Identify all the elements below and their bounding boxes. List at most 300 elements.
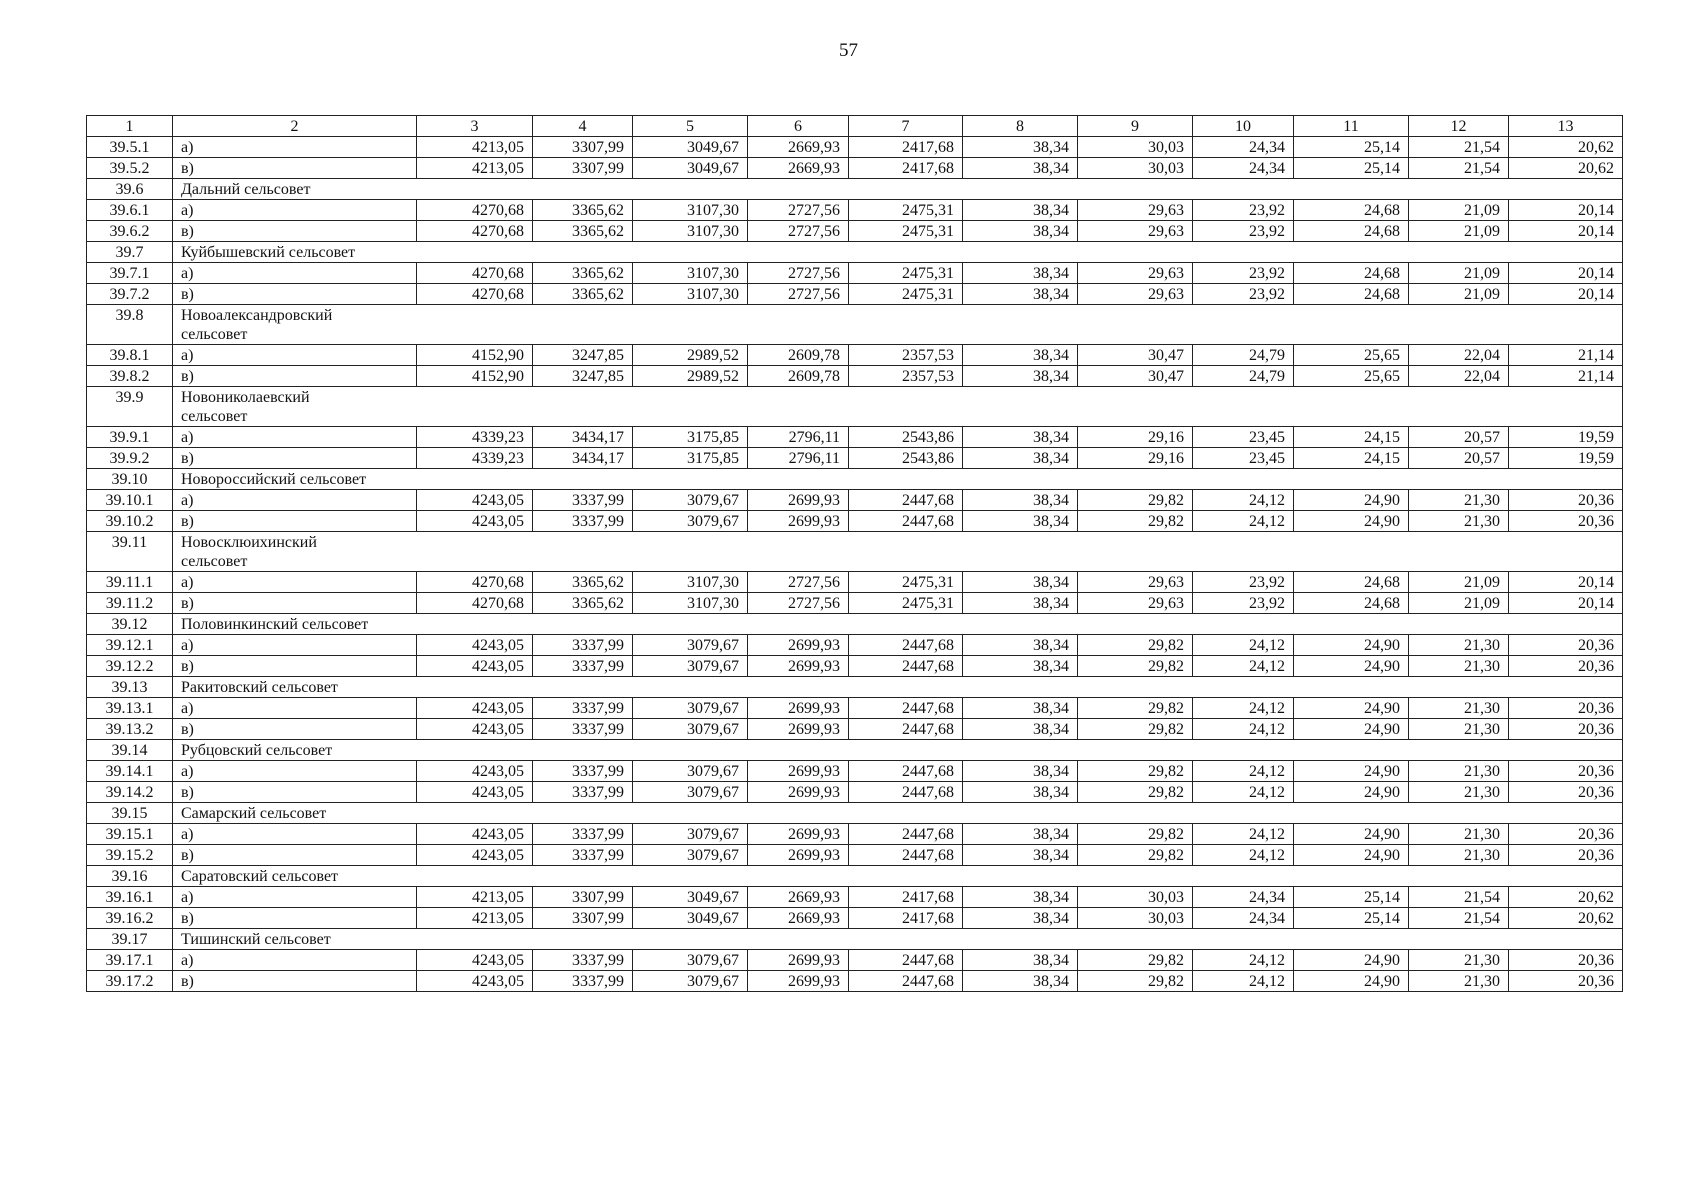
value-cell: 30,47	[1078, 366, 1193, 387]
value-cell: 3079,67	[633, 490, 748, 511]
table-row	[87, 698, 1623, 719]
row-code: 39.13.2	[87, 719, 173, 740]
column-header: 10	[1193, 116, 1294, 137]
row-code: 39.13.1	[87, 698, 173, 719]
row-label: а)	[173, 572, 417, 593]
value-cell: 2699,93	[748, 698, 849, 719]
column-header: 3	[417, 116, 533, 137]
value-cell: 3337,99	[533, 845, 633, 866]
value-cell: 20,62	[1509, 158, 1623, 179]
value-cell: 29,82	[1078, 950, 1193, 971]
value-cell: 3107,30	[633, 593, 748, 614]
value-cell: 24,68	[1294, 263, 1409, 284]
value-cell: 29,82	[1078, 698, 1193, 719]
value-cell: 21,09	[1409, 593, 1509, 614]
value-cell: 4213,05	[417, 158, 533, 179]
value-cell: 24,34	[1193, 137, 1294, 158]
value-cell: 38,34	[963, 345, 1078, 366]
table-row	[87, 761, 1623, 782]
value-cell: 3079,67	[633, 761, 748, 782]
row-code: 39.16.1	[87, 887, 173, 908]
value-cell: 2699,93	[748, 824, 849, 845]
value-cell: 4270,68	[417, 284, 533, 305]
value-cell: 20,36	[1509, 824, 1623, 845]
table-row	[87, 845, 1623, 866]
value-cell: 2447,68	[849, 971, 963, 992]
section-name-text: Новороссийский сельсовет	[181, 471, 367, 488]
row-label: в)	[173, 158, 417, 179]
value-cell: 38,34	[963, 490, 1078, 511]
value-cell: 20,14	[1509, 593, 1623, 614]
row-code: 39.14	[87, 740, 173, 761]
value-cell: 3337,99	[533, 719, 633, 740]
section-row	[87, 242, 1623, 263]
section-name-text: Тишинский сельсовет	[181, 931, 331, 948]
value-cell: 24,90	[1294, 824, 1409, 845]
value-cell: 24,15	[1294, 448, 1409, 469]
value-cell: 21,09	[1409, 284, 1509, 305]
section-name-text: Новосклюихинский сельсовет	[181, 534, 317, 570]
value-cell: 29,63	[1078, 284, 1193, 305]
value-cell: 2417,68	[849, 887, 963, 908]
value-cell: 23,45	[1193, 427, 1294, 448]
value-cell: 2727,56	[748, 263, 849, 284]
value-cell: 38,34	[963, 719, 1078, 740]
value-cell: 21,30	[1409, 824, 1509, 845]
value-cell: 4213,05	[417, 887, 533, 908]
value-cell: 24,12	[1193, 782, 1294, 803]
value-cell: 3079,67	[633, 950, 748, 971]
section-row	[87, 469, 1623, 490]
section-name-text: Ракитовский сельсовет	[181, 679, 338, 696]
value-cell: 3107,30	[633, 221, 748, 242]
value-cell: 24,90	[1294, 971, 1409, 992]
column-header: 11	[1294, 116, 1409, 137]
value-cell: 21,30	[1409, 656, 1509, 677]
value-cell: 24,34	[1193, 158, 1294, 179]
value-cell: 25,65	[1294, 345, 1409, 366]
table-row	[87, 572, 1623, 593]
value-cell: 38,34	[963, 511, 1078, 532]
value-cell: 4243,05	[417, 656, 533, 677]
table-body	[87, 116, 1623, 992]
row-code: 39.11.1	[87, 572, 173, 593]
table-row	[87, 345, 1623, 366]
section-row	[87, 677, 1623, 698]
value-cell: 20,14	[1509, 221, 1623, 242]
column-header: 2	[173, 116, 417, 137]
section-name	[173, 614, 1623, 635]
value-cell: 24,15	[1294, 427, 1409, 448]
table-row	[87, 427, 1623, 448]
value-cell: 2447,68	[849, 490, 963, 511]
value-cell: 25,14	[1294, 887, 1409, 908]
section-name-text: Новониколаевский сельсовет	[181, 389, 310, 425]
table-row	[87, 511, 1623, 532]
row-code: 39.7	[87, 242, 173, 263]
value-cell: 2475,31	[849, 593, 963, 614]
value-cell: 20,14	[1509, 200, 1623, 221]
value-cell: 2699,93	[748, 761, 849, 782]
value-cell: 2543,86	[849, 427, 963, 448]
value-cell: 29,63	[1078, 572, 1193, 593]
value-cell: 3079,67	[633, 511, 748, 532]
value-cell: 38,34	[963, 782, 1078, 803]
value-cell: 24,12	[1193, 950, 1294, 971]
table-row	[87, 221, 1623, 242]
value-cell: 2543,86	[849, 448, 963, 469]
table-row	[87, 887, 1623, 908]
value-cell: 29,16	[1078, 427, 1193, 448]
value-cell: 3365,62	[533, 572, 633, 593]
value-cell: 38,34	[963, 698, 1078, 719]
row-code: 39.6	[87, 179, 173, 200]
value-cell: 2796,11	[748, 448, 849, 469]
value-cell: 25,14	[1294, 908, 1409, 929]
value-cell: 3079,67	[633, 824, 748, 845]
value-cell: 24,68	[1294, 572, 1409, 593]
value-cell: 2699,93	[748, 719, 849, 740]
value-cell: 3079,67	[633, 845, 748, 866]
value-cell: 2417,68	[849, 137, 963, 158]
value-cell: 3049,67	[633, 908, 748, 929]
value-cell: 29,82	[1078, 761, 1193, 782]
value-cell: 3107,30	[633, 284, 748, 305]
value-cell: 38,34	[963, 656, 1078, 677]
value-cell: 38,34	[963, 950, 1078, 971]
value-cell: 29,63	[1078, 221, 1193, 242]
value-cell: 38,34	[963, 572, 1078, 593]
value-cell: 4270,68	[417, 221, 533, 242]
value-cell: 24,12	[1193, 656, 1294, 677]
value-cell: 2989,52	[633, 366, 748, 387]
value-cell: 2447,68	[849, 950, 963, 971]
value-cell: 3079,67	[633, 719, 748, 740]
value-cell: 21,30	[1409, 971, 1509, 992]
value-cell: 29,82	[1078, 845, 1193, 866]
value-cell: 22,04	[1409, 366, 1509, 387]
row-code: 39.7.1	[87, 263, 173, 284]
value-cell: 38,34	[963, 761, 1078, 782]
value-cell: 38,34	[963, 221, 1078, 242]
row-code: 39.9.2	[87, 448, 173, 469]
value-cell: 3365,62	[533, 284, 633, 305]
value-cell: 4339,23	[417, 448, 533, 469]
table-row	[87, 950, 1623, 971]
value-cell: 38,34	[963, 908, 1078, 929]
value-cell: 20,62	[1509, 137, 1623, 158]
value-cell: 29,82	[1078, 635, 1193, 656]
value-cell: 2447,68	[849, 719, 963, 740]
value-cell: 2727,56	[748, 284, 849, 305]
value-cell: 29,82	[1078, 511, 1193, 532]
value-cell: 2699,93	[748, 635, 849, 656]
section-name-text: Куйбышевский сельсовет	[181, 244, 356, 261]
row-label: в)	[173, 511, 417, 532]
section-row	[87, 740, 1623, 761]
section-name	[173, 677, 1623, 698]
value-cell: 4243,05	[417, 490, 533, 511]
row-code: 39.15	[87, 803, 173, 824]
value-cell: 24,90	[1294, 782, 1409, 803]
table-row	[87, 971, 1623, 992]
value-cell: 3307,99	[533, 137, 633, 158]
table-row	[87, 284, 1623, 305]
value-cell: 2447,68	[849, 845, 963, 866]
value-cell: 23,92	[1193, 221, 1294, 242]
column-header: 9	[1078, 116, 1193, 137]
value-cell: 2699,93	[748, 656, 849, 677]
value-cell: 21,30	[1409, 950, 1509, 971]
row-code: 39.15.2	[87, 845, 173, 866]
row-label: в)	[173, 221, 417, 242]
value-cell: 4152,90	[417, 345, 533, 366]
value-cell: 4270,68	[417, 593, 533, 614]
column-header: 1	[87, 116, 173, 137]
row-code: 39.5.1	[87, 137, 173, 158]
value-cell: 24,12	[1193, 824, 1294, 845]
value-cell: 2357,53	[849, 345, 963, 366]
value-cell: 3107,30	[633, 263, 748, 284]
value-cell: 3365,62	[533, 593, 633, 614]
value-cell: 23,92	[1193, 593, 1294, 614]
value-cell: 4243,05	[417, 698, 533, 719]
value-cell: 3247,85	[533, 366, 633, 387]
value-cell: 38,34	[963, 427, 1078, 448]
row-code: 39.16	[87, 866, 173, 887]
value-cell: 3079,67	[633, 782, 748, 803]
value-cell: 2447,68	[849, 656, 963, 677]
value-cell: 2475,31	[849, 284, 963, 305]
value-cell: 3337,99	[533, 511, 633, 532]
row-label: в)	[173, 908, 417, 929]
value-cell: 21,54	[1409, 887, 1509, 908]
section-name-text: Рубцовский сельсовет	[181, 742, 333, 759]
value-cell: 20,14	[1509, 284, 1623, 305]
value-cell: 22,04	[1409, 345, 1509, 366]
row-label: а)	[173, 761, 417, 782]
value-cell: 3365,62	[533, 200, 633, 221]
value-cell: 29,82	[1078, 719, 1193, 740]
value-cell: 4243,05	[417, 719, 533, 740]
column-header: 7	[849, 116, 963, 137]
row-code: 39.12.2	[87, 656, 173, 677]
column-header: 4	[533, 116, 633, 137]
table-row	[87, 782, 1623, 803]
table-row	[87, 200, 1623, 221]
value-cell: 20,62	[1509, 908, 1623, 929]
row-label: а)	[173, 427, 417, 448]
value-cell: 38,34	[963, 845, 1078, 866]
value-cell: 21,54	[1409, 158, 1509, 179]
value-cell: 25,14	[1294, 158, 1409, 179]
value-cell: 21,30	[1409, 719, 1509, 740]
row-label: а)	[173, 950, 417, 971]
value-cell: 38,34	[963, 824, 1078, 845]
value-cell: 24,90	[1294, 950, 1409, 971]
value-cell: 24,12	[1193, 698, 1294, 719]
value-cell: 21,30	[1409, 845, 1509, 866]
value-cell: 20,14	[1509, 572, 1623, 593]
section-name	[173, 469, 1623, 490]
value-cell: 3337,99	[533, 950, 633, 971]
value-cell: 24,68	[1294, 200, 1409, 221]
section-row	[87, 929, 1623, 950]
value-cell: 20,36	[1509, 490, 1623, 511]
section-name	[173, 803, 1623, 824]
value-cell: 2609,78	[748, 345, 849, 366]
value-cell: 2475,31	[849, 221, 963, 242]
section-name	[173, 305, 1623, 345]
value-cell: 3365,62	[533, 263, 633, 284]
section-name	[173, 179, 1623, 200]
value-cell: 3337,99	[533, 698, 633, 719]
table-row	[87, 824, 1623, 845]
value-cell: 23,92	[1193, 263, 1294, 284]
value-cell: 38,34	[963, 971, 1078, 992]
section-row	[87, 614, 1623, 635]
value-cell: 24,90	[1294, 511, 1409, 532]
value-cell: 30,03	[1078, 137, 1193, 158]
value-cell: 3079,67	[633, 656, 748, 677]
value-cell: 4243,05	[417, 782, 533, 803]
value-cell: 4243,05	[417, 824, 533, 845]
value-cell: 21,14	[1509, 345, 1623, 366]
value-cell: 21,54	[1409, 908, 1509, 929]
value-cell: 21,30	[1409, 511, 1509, 532]
value-cell: 3337,99	[533, 656, 633, 677]
value-cell: 4243,05	[417, 761, 533, 782]
row-code: 39.6.2	[87, 221, 173, 242]
value-cell: 38,34	[963, 366, 1078, 387]
value-cell: 29,82	[1078, 782, 1193, 803]
value-cell: 4243,05	[417, 845, 533, 866]
value-cell: 23,92	[1193, 284, 1294, 305]
section-name-text: Саратовский сельсовет	[181, 868, 339, 885]
value-cell: 30,03	[1078, 908, 1193, 929]
row-code: 39.16.2	[87, 908, 173, 929]
row-code: 39.10.1	[87, 490, 173, 511]
value-cell: 21,30	[1409, 761, 1509, 782]
section-name-text: Дальний сельсовет	[181, 181, 311, 198]
value-cell: 24,12	[1193, 719, 1294, 740]
value-cell: 3049,67	[633, 887, 748, 908]
value-cell: 2417,68	[849, 908, 963, 929]
value-cell: 4339,23	[417, 427, 533, 448]
page-number: 57	[839, 40, 858, 61]
value-cell: 21,09	[1409, 263, 1509, 284]
value-cell: 38,34	[963, 137, 1078, 158]
row-code: 39.7.2	[87, 284, 173, 305]
value-cell: 20,36	[1509, 719, 1623, 740]
value-cell: 2727,56	[748, 200, 849, 221]
row-label: в)	[173, 656, 417, 677]
value-cell: 20,57	[1409, 427, 1509, 448]
value-cell: 2357,53	[849, 366, 963, 387]
value-cell: 24,79	[1193, 366, 1294, 387]
section-row	[87, 866, 1623, 887]
value-cell: 20,57	[1409, 448, 1509, 469]
value-cell: 38,34	[963, 887, 1078, 908]
row-code: 39.10	[87, 469, 173, 490]
row-label: в)	[173, 971, 417, 992]
section-name	[173, 866, 1623, 887]
table-row	[87, 263, 1623, 284]
value-cell: 19,59	[1509, 427, 1623, 448]
value-cell: 3307,99	[533, 908, 633, 929]
table-row	[87, 719, 1623, 740]
value-cell: 24,90	[1294, 656, 1409, 677]
value-cell: 3049,67	[633, 137, 748, 158]
value-cell: 23,92	[1193, 200, 1294, 221]
value-cell: 24,79	[1193, 345, 1294, 366]
row-label: в)	[173, 593, 417, 614]
row-label: в)	[173, 366, 417, 387]
value-cell: 2447,68	[849, 824, 963, 845]
value-cell: 2727,56	[748, 593, 849, 614]
value-cell: 4243,05	[417, 635, 533, 656]
value-cell: 20,36	[1509, 698, 1623, 719]
value-cell: 3079,67	[633, 635, 748, 656]
row-code: 39.8.2	[87, 366, 173, 387]
value-cell: 24,12	[1193, 490, 1294, 511]
row-code: 39.14.1	[87, 761, 173, 782]
value-cell: 4243,05	[417, 511, 533, 532]
value-cell: 4152,90	[417, 366, 533, 387]
value-cell: 2989,52	[633, 345, 748, 366]
section-name	[173, 532, 1623, 572]
value-cell: 20,36	[1509, 761, 1623, 782]
value-cell: 3107,30	[633, 572, 748, 593]
value-cell: 2727,56	[748, 572, 849, 593]
row-code: 39.6.1	[87, 200, 173, 221]
column-header: 6	[748, 116, 849, 137]
value-cell: 2447,68	[849, 511, 963, 532]
row-label: а)	[173, 137, 417, 158]
value-cell: 20,36	[1509, 635, 1623, 656]
value-cell: 3079,67	[633, 698, 748, 719]
row-label: а)	[173, 635, 417, 656]
value-cell: 3337,99	[533, 824, 633, 845]
value-cell: 3337,99	[533, 782, 633, 803]
value-cell: 4213,05	[417, 137, 533, 158]
value-cell: 21,14	[1509, 366, 1623, 387]
table-row	[87, 635, 1623, 656]
column-header: 13	[1509, 116, 1623, 137]
value-cell: 38,34	[963, 200, 1078, 221]
value-cell: 4213,05	[417, 908, 533, 929]
value-cell: 24,90	[1294, 635, 1409, 656]
header-row	[87, 116, 1623, 137]
value-cell: 2699,93	[748, 782, 849, 803]
value-cell: 2475,31	[849, 200, 963, 221]
value-cell: 21,30	[1409, 782, 1509, 803]
value-cell: 25,65	[1294, 366, 1409, 387]
value-cell: 21,30	[1409, 490, 1509, 511]
value-cell: 3049,67	[633, 158, 748, 179]
value-cell: 4270,68	[417, 263, 533, 284]
value-cell: 2609,78	[748, 366, 849, 387]
value-cell: 3434,17	[533, 427, 633, 448]
value-cell: 24,34	[1193, 887, 1294, 908]
row-code: 39.17	[87, 929, 173, 950]
value-cell: 2475,31	[849, 263, 963, 284]
value-cell: 24,90	[1294, 845, 1409, 866]
value-cell: 38,34	[963, 158, 1078, 179]
value-cell: 38,34	[963, 284, 1078, 305]
value-cell: 30,03	[1078, 887, 1193, 908]
row-label: в)	[173, 782, 417, 803]
